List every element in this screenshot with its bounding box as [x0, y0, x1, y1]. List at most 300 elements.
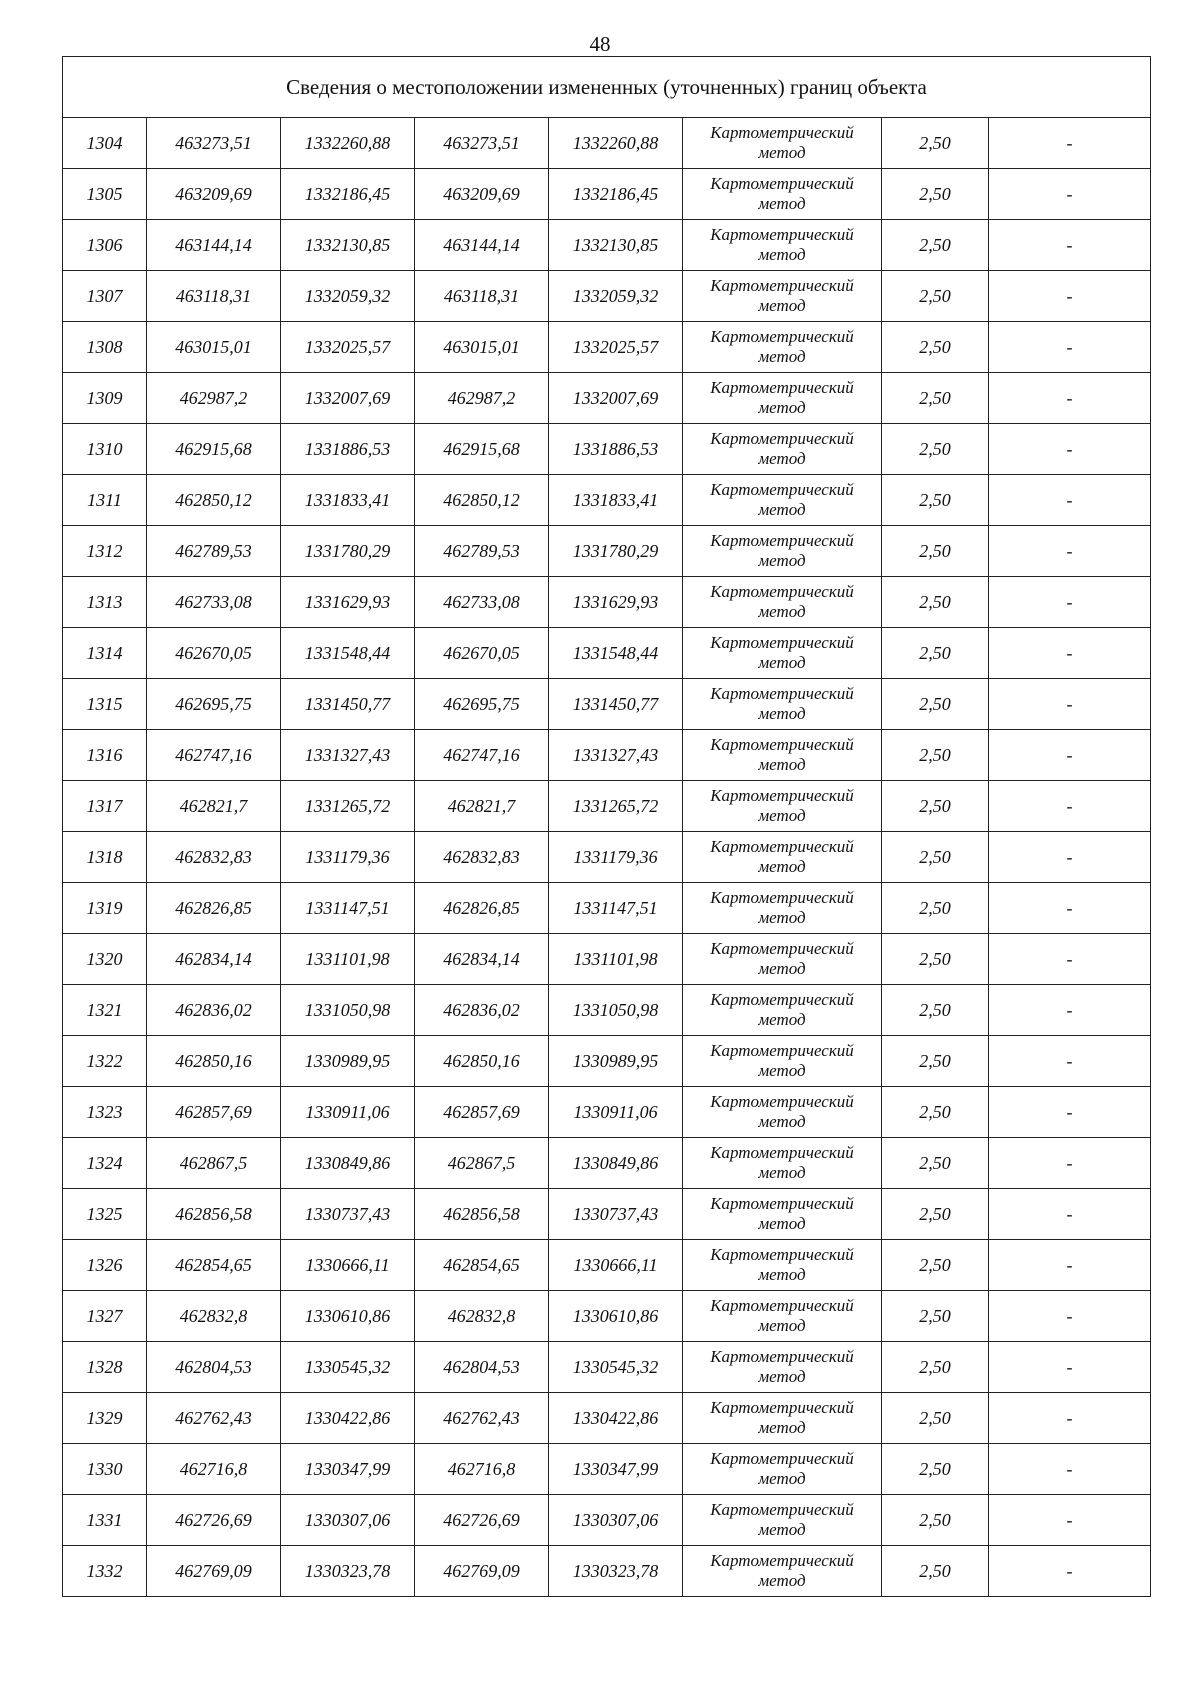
new-y-cell: 1331179,36 [549, 832, 683, 883]
point-number-cell: 1310 [63, 424, 147, 475]
new-y-cell: 1332186,45 [549, 169, 683, 220]
table-row [63, 934, 1151, 985]
existing-y-cell: 1332186,45 [281, 169, 415, 220]
existing-y-cell: 1330737,43 [281, 1189, 415, 1240]
point-number-cell: 1309 [63, 373, 147, 424]
method-line-2: метод [758, 194, 806, 213]
existing-x-cell: 462726,69 [147, 1495, 281, 1546]
note-cell: - [989, 220, 1151, 271]
method-cell [683, 781, 882, 832]
method-line-1: Картометрический [710, 1092, 854, 1111]
new-x-cell: 462789,53 [415, 526, 549, 577]
new-y-cell: 1331327,43 [549, 730, 683, 781]
method-line-2: метод [758, 1367, 806, 1386]
method-line-1: Картометрический [710, 327, 854, 346]
note-cell: - [989, 730, 1151, 781]
existing-x-cell: 463273,51 [147, 118, 281, 169]
note-cell: - [989, 577, 1151, 628]
new-y-cell: 1331833,41 [549, 475, 683, 526]
note-cell: - [989, 271, 1151, 322]
existing-x-cell: 462769,09 [147, 1546, 281, 1597]
existing-y-cell: 1330347,99 [281, 1444, 415, 1495]
existing-y-cell: 1330849,86 [281, 1138, 415, 1189]
table-row [63, 679, 1151, 730]
new-x-cell: 462762,43 [415, 1393, 549, 1444]
existing-y-cell: 1331886,53 [281, 424, 415, 475]
new-x-cell: 462832,83 [415, 832, 549, 883]
method-line-1: Картометрический [710, 1041, 854, 1060]
point-number-cell: 1327 [63, 1291, 147, 1342]
table-row [63, 475, 1151, 526]
new-y-cell: 1332260,88 [549, 118, 683, 169]
method-cell [683, 526, 882, 577]
existing-x-cell: 462789,53 [147, 526, 281, 577]
existing-y-cell: 1331327,43 [281, 730, 415, 781]
existing-y-cell: 1330323,78 [281, 1546, 415, 1597]
method-line-2: метод [758, 1112, 806, 1131]
new-y-cell: 1330737,43 [549, 1189, 683, 1240]
point-number-cell: 1331 [63, 1495, 147, 1546]
point-number-cell: 1326 [63, 1240, 147, 1291]
method-line-2: метод [758, 449, 806, 468]
new-x-cell: 462915,68 [415, 424, 549, 475]
method-line-2: метод [758, 908, 806, 927]
point-number-cell: 1324 [63, 1138, 147, 1189]
existing-y-cell: 1331101,98 [281, 934, 415, 985]
note-cell: - [989, 1138, 1151, 1189]
new-x-cell: 462850,12 [415, 475, 549, 526]
accuracy-cell: 2,50 [882, 781, 989, 832]
method-line-1: Картометрический [710, 1449, 854, 1468]
point-number-cell: 1318 [63, 832, 147, 883]
method-cell [683, 1291, 882, 1342]
existing-x-cell: 462733,08 [147, 577, 281, 628]
method-cell [683, 832, 882, 883]
new-y-cell: 1331780,29 [549, 526, 683, 577]
existing-x-cell: 462836,02 [147, 985, 281, 1036]
point-number-cell: 1311 [63, 475, 147, 526]
method-line-2: метод [758, 602, 806, 621]
method-cell [683, 220, 882, 271]
new-x-cell: 462826,85 [415, 883, 549, 934]
method-cell [683, 1342, 882, 1393]
table-row [63, 526, 1151, 577]
note-cell: - [989, 1291, 1151, 1342]
method-cell [683, 322, 882, 373]
note-cell: - [989, 781, 1151, 832]
new-y-cell: 1330666,11 [549, 1240, 683, 1291]
existing-x-cell: 462987,2 [147, 373, 281, 424]
point-number-cell: 1313 [63, 577, 147, 628]
point-number-cell: 1317 [63, 781, 147, 832]
method-line-1: Картометрический [710, 1296, 854, 1315]
table-row [63, 322, 1151, 373]
note-cell: - [989, 526, 1151, 577]
existing-x-cell: 462826,85 [147, 883, 281, 934]
note-cell: - [989, 628, 1151, 679]
accuracy-cell: 2,50 [882, 1087, 989, 1138]
accuracy-cell: 2,50 [882, 934, 989, 985]
accuracy-cell: 2,50 [882, 1036, 989, 1087]
method-line-2: метод [758, 500, 806, 519]
new-y-cell: 1330849,86 [549, 1138, 683, 1189]
method-line-1: Картометрический [710, 225, 854, 244]
method-line-2: метод [758, 1163, 806, 1182]
method-line-1: Картометрический [710, 1194, 854, 1213]
method-cell [683, 934, 882, 985]
method-cell [683, 1189, 882, 1240]
table-row [63, 1189, 1151, 1240]
existing-y-cell: 1331548,44 [281, 628, 415, 679]
existing-x-cell: 462915,68 [147, 424, 281, 475]
existing-y-cell: 1330911,06 [281, 1087, 415, 1138]
note-cell: - [989, 1240, 1151, 1291]
existing-x-cell: 462856,58 [147, 1189, 281, 1240]
new-y-cell: 1331548,44 [549, 628, 683, 679]
method-line-1: Картометрический [710, 531, 854, 550]
method-line-1: Картометрический [710, 939, 854, 958]
table-row [63, 1495, 1151, 1546]
method-line-2: метод [758, 1418, 806, 1437]
point-number-cell: 1325 [63, 1189, 147, 1240]
table-row [63, 985, 1151, 1036]
existing-y-cell: 1330610,86 [281, 1291, 415, 1342]
note-cell: - [989, 424, 1151, 475]
new-x-cell: 462836,02 [415, 985, 549, 1036]
method-cell [683, 118, 882, 169]
method-line-1: Картометрический [710, 1398, 854, 1417]
method-line-1: Картометрический [710, 123, 854, 142]
method-cell [683, 985, 882, 1036]
note-cell: - [989, 1189, 1151, 1240]
method-cell [683, 424, 882, 475]
point-number-cell: 1329 [63, 1393, 147, 1444]
method-line-2: метод [758, 1520, 806, 1539]
page-number: 48 [589, 32, 611, 56]
table-row [63, 1393, 1151, 1444]
method-cell [683, 679, 882, 730]
existing-x-cell: 462834,14 [147, 934, 281, 985]
new-x-cell: 463118,31 [415, 271, 549, 322]
point-number-cell: 1306 [63, 220, 147, 271]
method-line-1: Картометрический [710, 735, 854, 754]
existing-y-cell: 1330666,11 [281, 1240, 415, 1291]
note-cell: - [989, 934, 1151, 985]
table-row [63, 577, 1151, 628]
table-row [63, 730, 1151, 781]
method-line-1: Картометрический [710, 1245, 854, 1264]
method-line-1: Картометрический [710, 429, 854, 448]
method-line-2: метод [758, 704, 806, 723]
new-y-cell: 1330610,86 [549, 1291, 683, 1342]
point-number-cell: 1320 [63, 934, 147, 985]
existing-x-cell: 463015,01 [147, 322, 281, 373]
note-cell: - [989, 1087, 1151, 1138]
new-y-cell: 1330307,06 [549, 1495, 683, 1546]
table-row [63, 220, 1151, 271]
accuracy-cell: 2,50 [882, 1291, 989, 1342]
accuracy-cell: 2,50 [882, 1546, 989, 1597]
method-line-1: Картометрический [710, 1347, 854, 1366]
method-line-1: Картометрический [710, 378, 854, 397]
new-x-cell: 463273,51 [415, 118, 549, 169]
table-row [63, 1546, 1151, 1597]
existing-x-cell: 462804,53 [147, 1342, 281, 1393]
new-y-cell: 1331101,98 [549, 934, 683, 985]
new-y-cell: 1331629,93 [549, 577, 683, 628]
accuracy-cell: 2,50 [882, 679, 989, 730]
existing-x-cell: 462832,8 [147, 1291, 281, 1342]
table-row [63, 781, 1151, 832]
existing-x-cell: 462695,75 [147, 679, 281, 730]
new-x-cell: 462834,14 [415, 934, 549, 985]
point-number-cell: 1304 [63, 118, 147, 169]
method-line-2: метод [758, 551, 806, 570]
new-y-cell: 1330911,06 [549, 1087, 683, 1138]
method-line-2: метод [758, 755, 806, 774]
method-line-2: метод [758, 398, 806, 417]
note-cell: - [989, 679, 1151, 730]
method-line-2: метод [758, 806, 806, 825]
new-x-cell: 462832,8 [415, 1291, 549, 1342]
accuracy-cell: 2,50 [882, 883, 989, 934]
method-line-1: Картометрический [710, 480, 854, 499]
method-line-2: метод [758, 1061, 806, 1080]
new-y-cell: 1331886,53 [549, 424, 683, 475]
accuracy-cell: 2,50 [882, 220, 989, 271]
existing-y-cell: 1332130,85 [281, 220, 415, 271]
existing-x-cell: 462762,43 [147, 1393, 281, 1444]
existing-y-cell: 1331629,93 [281, 577, 415, 628]
accuracy-cell: 2,50 [882, 1342, 989, 1393]
table-row [63, 628, 1151, 679]
method-cell [683, 1495, 882, 1546]
note-cell: - [989, 373, 1151, 424]
new-x-cell: 463209,69 [415, 169, 549, 220]
new-y-cell: 1332130,85 [549, 220, 683, 271]
existing-x-cell: 462832,83 [147, 832, 281, 883]
method-line-1: Картометрический [710, 582, 854, 601]
note-cell: - [989, 169, 1151, 220]
accuracy-cell: 2,50 [882, 1240, 989, 1291]
existing-x-cell: 462821,7 [147, 781, 281, 832]
method-cell [683, 373, 882, 424]
new-y-cell: 1332059,32 [549, 271, 683, 322]
method-line-2: метод [758, 959, 806, 978]
new-y-cell: 1332025,57 [549, 322, 683, 373]
note-cell: - [989, 475, 1151, 526]
table-body [63, 118, 1151, 1597]
existing-y-cell: 1331780,29 [281, 526, 415, 577]
existing-x-cell: 463209,69 [147, 169, 281, 220]
new-y-cell: 1331050,98 [549, 985, 683, 1036]
method-cell [683, 1036, 882, 1087]
method-cell [683, 271, 882, 322]
new-x-cell: 463015,01 [415, 322, 549, 373]
note-cell: - [989, 1444, 1151, 1495]
method-line-1: Картометрический [710, 888, 854, 907]
existing-x-cell: 462850,16 [147, 1036, 281, 1087]
accuracy-cell: 2,50 [882, 1393, 989, 1444]
table-row [63, 1291, 1151, 1342]
point-number-cell: 1312 [63, 526, 147, 577]
table-row [63, 118, 1151, 169]
new-y-cell: 1330422,86 [549, 1393, 683, 1444]
note-cell: - [989, 118, 1151, 169]
method-line-1: Картометрический [710, 684, 854, 703]
method-cell [683, 883, 882, 934]
note-cell: - [989, 1342, 1151, 1393]
accuracy-cell: 2,50 [882, 1444, 989, 1495]
existing-x-cell: 462857,69 [147, 1087, 281, 1138]
new-y-cell: 1332007,69 [549, 373, 683, 424]
method-line-1: Картометрический [710, 1551, 854, 1570]
table-row [63, 832, 1151, 883]
point-number-cell: 1307 [63, 271, 147, 322]
method-cell [683, 1087, 882, 1138]
table-row [63, 1036, 1151, 1087]
method-line-2: метод [758, 296, 806, 315]
new-y-cell: 1330347,99 [549, 1444, 683, 1495]
existing-x-cell: 462716,8 [147, 1444, 281, 1495]
table-row [63, 1087, 1151, 1138]
point-number-cell: 1319 [63, 883, 147, 934]
accuracy-cell: 2,50 [882, 577, 989, 628]
existing-x-cell: 462867,5 [147, 1138, 281, 1189]
method-line-2: метод [758, 1010, 806, 1029]
method-cell [683, 577, 882, 628]
table-row [63, 424, 1151, 475]
point-number-cell: 1323 [63, 1087, 147, 1138]
accuracy-cell: 2,50 [882, 322, 989, 373]
existing-y-cell: 1331147,51 [281, 883, 415, 934]
existing-x-cell: 463144,14 [147, 220, 281, 271]
method-line-1: Картометрический [710, 633, 854, 652]
existing-x-cell: 462854,65 [147, 1240, 281, 1291]
new-x-cell: 462850,16 [415, 1036, 549, 1087]
method-line-1: Картометрический [710, 786, 854, 805]
existing-y-cell: 1332025,57 [281, 322, 415, 373]
method-line-2: метод [758, 1265, 806, 1284]
new-x-cell: 462747,16 [415, 730, 549, 781]
method-cell [683, 1240, 882, 1291]
point-number-cell: 1332 [63, 1546, 147, 1597]
method-line-1: Картометрический [710, 174, 854, 193]
method-line-2: метод [758, 1469, 806, 1488]
method-line-2: метод [758, 857, 806, 876]
point-number-cell: 1314 [63, 628, 147, 679]
existing-y-cell: 1331450,77 [281, 679, 415, 730]
point-number-cell: 1316 [63, 730, 147, 781]
new-x-cell: 463144,14 [415, 220, 549, 271]
method-cell [683, 628, 882, 679]
existing-x-cell: 463118,31 [147, 271, 281, 322]
note-cell: - [989, 322, 1151, 373]
accuracy-cell: 2,50 [882, 169, 989, 220]
method-cell [683, 1546, 882, 1597]
table-row [63, 883, 1151, 934]
note-cell: - [989, 1393, 1151, 1444]
new-y-cell: 1330323,78 [549, 1546, 683, 1597]
note-cell: - [989, 832, 1151, 883]
new-x-cell: 462867,5 [415, 1138, 549, 1189]
existing-y-cell: 1331179,36 [281, 832, 415, 883]
accuracy-cell: 2,50 [882, 373, 989, 424]
table-row [63, 169, 1151, 220]
existing-y-cell: 1330989,95 [281, 1036, 415, 1087]
table-row [63, 1240, 1151, 1291]
new-x-cell: 462716,8 [415, 1444, 549, 1495]
method-line-2: метод [758, 1214, 806, 1233]
new-x-cell: 462733,08 [415, 577, 549, 628]
new-y-cell: 1330545,32 [549, 1342, 683, 1393]
boundary-coordinates-table [62, 56, 1151, 1597]
existing-y-cell: 1331265,72 [281, 781, 415, 832]
note-cell: - [989, 883, 1151, 934]
table-caption: Сведения о местоположении измененных (уточненных) границ объекта [63, 57, 1151, 118]
table-row [63, 1444, 1151, 1495]
point-number-cell: 1308 [63, 322, 147, 373]
method-line-2: метод [758, 1571, 806, 1590]
method-line-2: метод [758, 143, 806, 162]
method-line-2: метод [758, 347, 806, 366]
method-line-1: Картометрический [710, 990, 854, 1009]
new-x-cell: 462854,65 [415, 1240, 549, 1291]
accuracy-cell: 2,50 [882, 985, 989, 1036]
table-row [63, 1342, 1151, 1393]
accuracy-cell: 2,50 [882, 118, 989, 169]
accuracy-cell: 2,50 [882, 832, 989, 883]
point-number-cell: 1321 [63, 985, 147, 1036]
existing-y-cell: 1332007,69 [281, 373, 415, 424]
method-line-2: метод [758, 653, 806, 672]
existing-y-cell: 1330422,86 [281, 1393, 415, 1444]
new-y-cell: 1330989,95 [549, 1036, 683, 1087]
new-x-cell: 462856,58 [415, 1189, 549, 1240]
existing-x-cell: 462850,12 [147, 475, 281, 526]
new-y-cell: 1331265,72 [549, 781, 683, 832]
accuracy-cell: 2,50 [882, 1138, 989, 1189]
method-line-1: Картометрический [710, 276, 854, 295]
accuracy-cell: 2,50 [882, 1495, 989, 1546]
existing-y-cell: 1332260,88 [281, 118, 415, 169]
point-number-cell: 1315 [63, 679, 147, 730]
existing-y-cell: 1331833,41 [281, 475, 415, 526]
accuracy-cell: 2,50 [882, 730, 989, 781]
point-number-cell: 1328 [63, 1342, 147, 1393]
method-cell [683, 475, 882, 526]
method-cell [683, 730, 882, 781]
note-cell: - [989, 1495, 1151, 1546]
method-cell [683, 1393, 882, 1444]
new-x-cell: 462670,05 [415, 628, 549, 679]
method-cell [683, 169, 882, 220]
new-x-cell: 462769,09 [415, 1546, 549, 1597]
accuracy-cell: 2,50 [882, 271, 989, 322]
method-line-1: Картометрический [710, 1143, 854, 1162]
existing-y-cell: 1331050,98 [281, 985, 415, 1036]
method-cell [683, 1444, 882, 1495]
new-x-cell: 462987,2 [415, 373, 549, 424]
accuracy-cell: 2,50 [882, 1189, 989, 1240]
note-cell: - [989, 985, 1151, 1036]
accuracy-cell: 2,50 [882, 424, 989, 475]
existing-y-cell: 1330545,32 [281, 1342, 415, 1393]
table-row [63, 271, 1151, 322]
table-row [63, 1138, 1151, 1189]
new-x-cell: 462857,69 [415, 1087, 549, 1138]
new-x-cell: 462804,53 [415, 1342, 549, 1393]
